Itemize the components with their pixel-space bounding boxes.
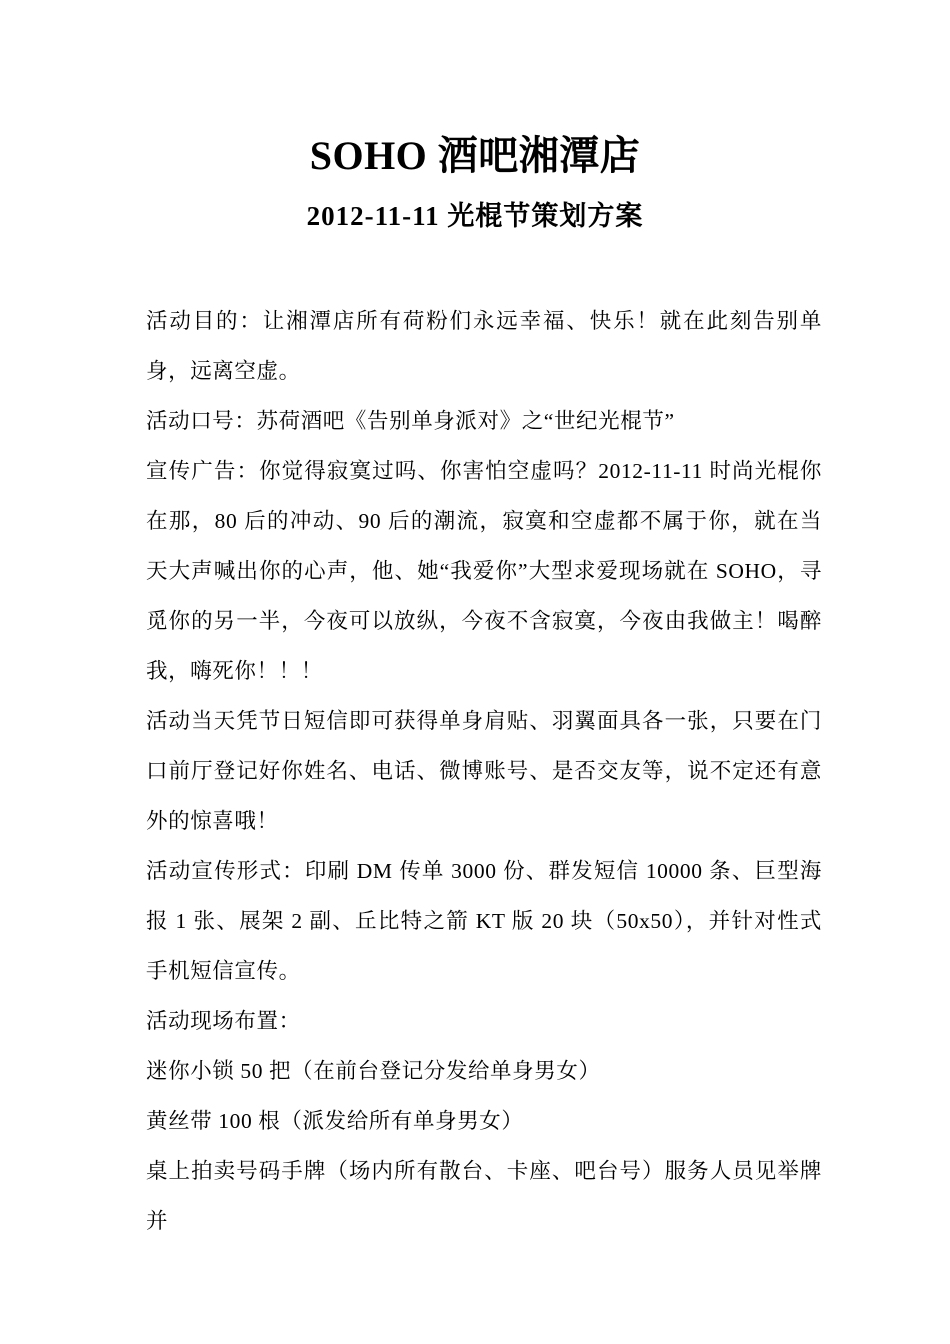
paragraph-venue-setup: 活动现场布置： [146,1009,301,1033]
paragraph-slogan: 活动口号：苏荷酒吧《告别单身派对》之“世纪光棍节” [146,409,675,433]
paragraph-purpose: 活动目的：让湘潭店所有荷粉们永远幸福、快乐！就在此刻告别单身，远离空虚。 [146,309,822,383]
document-body [146,296,822,1246]
document-subtitle: 2012-11-11 光棍节策划方案 [306,201,644,231]
paragraph-ribbons: 黄丝带 100 根（派发给所有单身男女） [146,1109,524,1133]
paragraph-advertisement: 宣传广告：你觉得寂寞过吗、你害怕空虚吗？2012-11-11 时尚光棍你在那，80 后的冲动、90 后的潮流，寂寞和空虚都不属于你，就在当天大声喊出你的心声，他、她“我爱你”大型求爱现场就在 SOHO，寻觅你的另一半，今夜可以放纵，今夜不含寂寞，今夜由我做主！喝醉我，嗨死你！！！ [146,459,822,683]
paragraph-registration: 活动当天凭节日短信即可获得单身肩贴、羽翼面具各一张，只要在门口前厅登记好你姓名、电话、微博账号、是否交友等，说不定还有意外的惊喜哦！ [146,709,822,833]
paragraph-locks: 迷你小锁 50 把（在前台登记分发给单身男女） [146,1059,601,1083]
document-title: SOHO 酒吧湘潭店 [309,133,641,178]
paragraph-promotion: 活动宣传形式：印刷 DM 传单 3000 份、群发短信 10000 条、巨型海报 1 张、展架 2 副、丘比特之箭 KT 版 20 块（50x50），并针对性式手机短信宣传。 [146,859,822,983]
paragraph-auction-paddles: 桌上拍卖号码手牌（场内所有散台、卡座、吧台号）服务人员见举牌并 [146,1159,822,1233]
